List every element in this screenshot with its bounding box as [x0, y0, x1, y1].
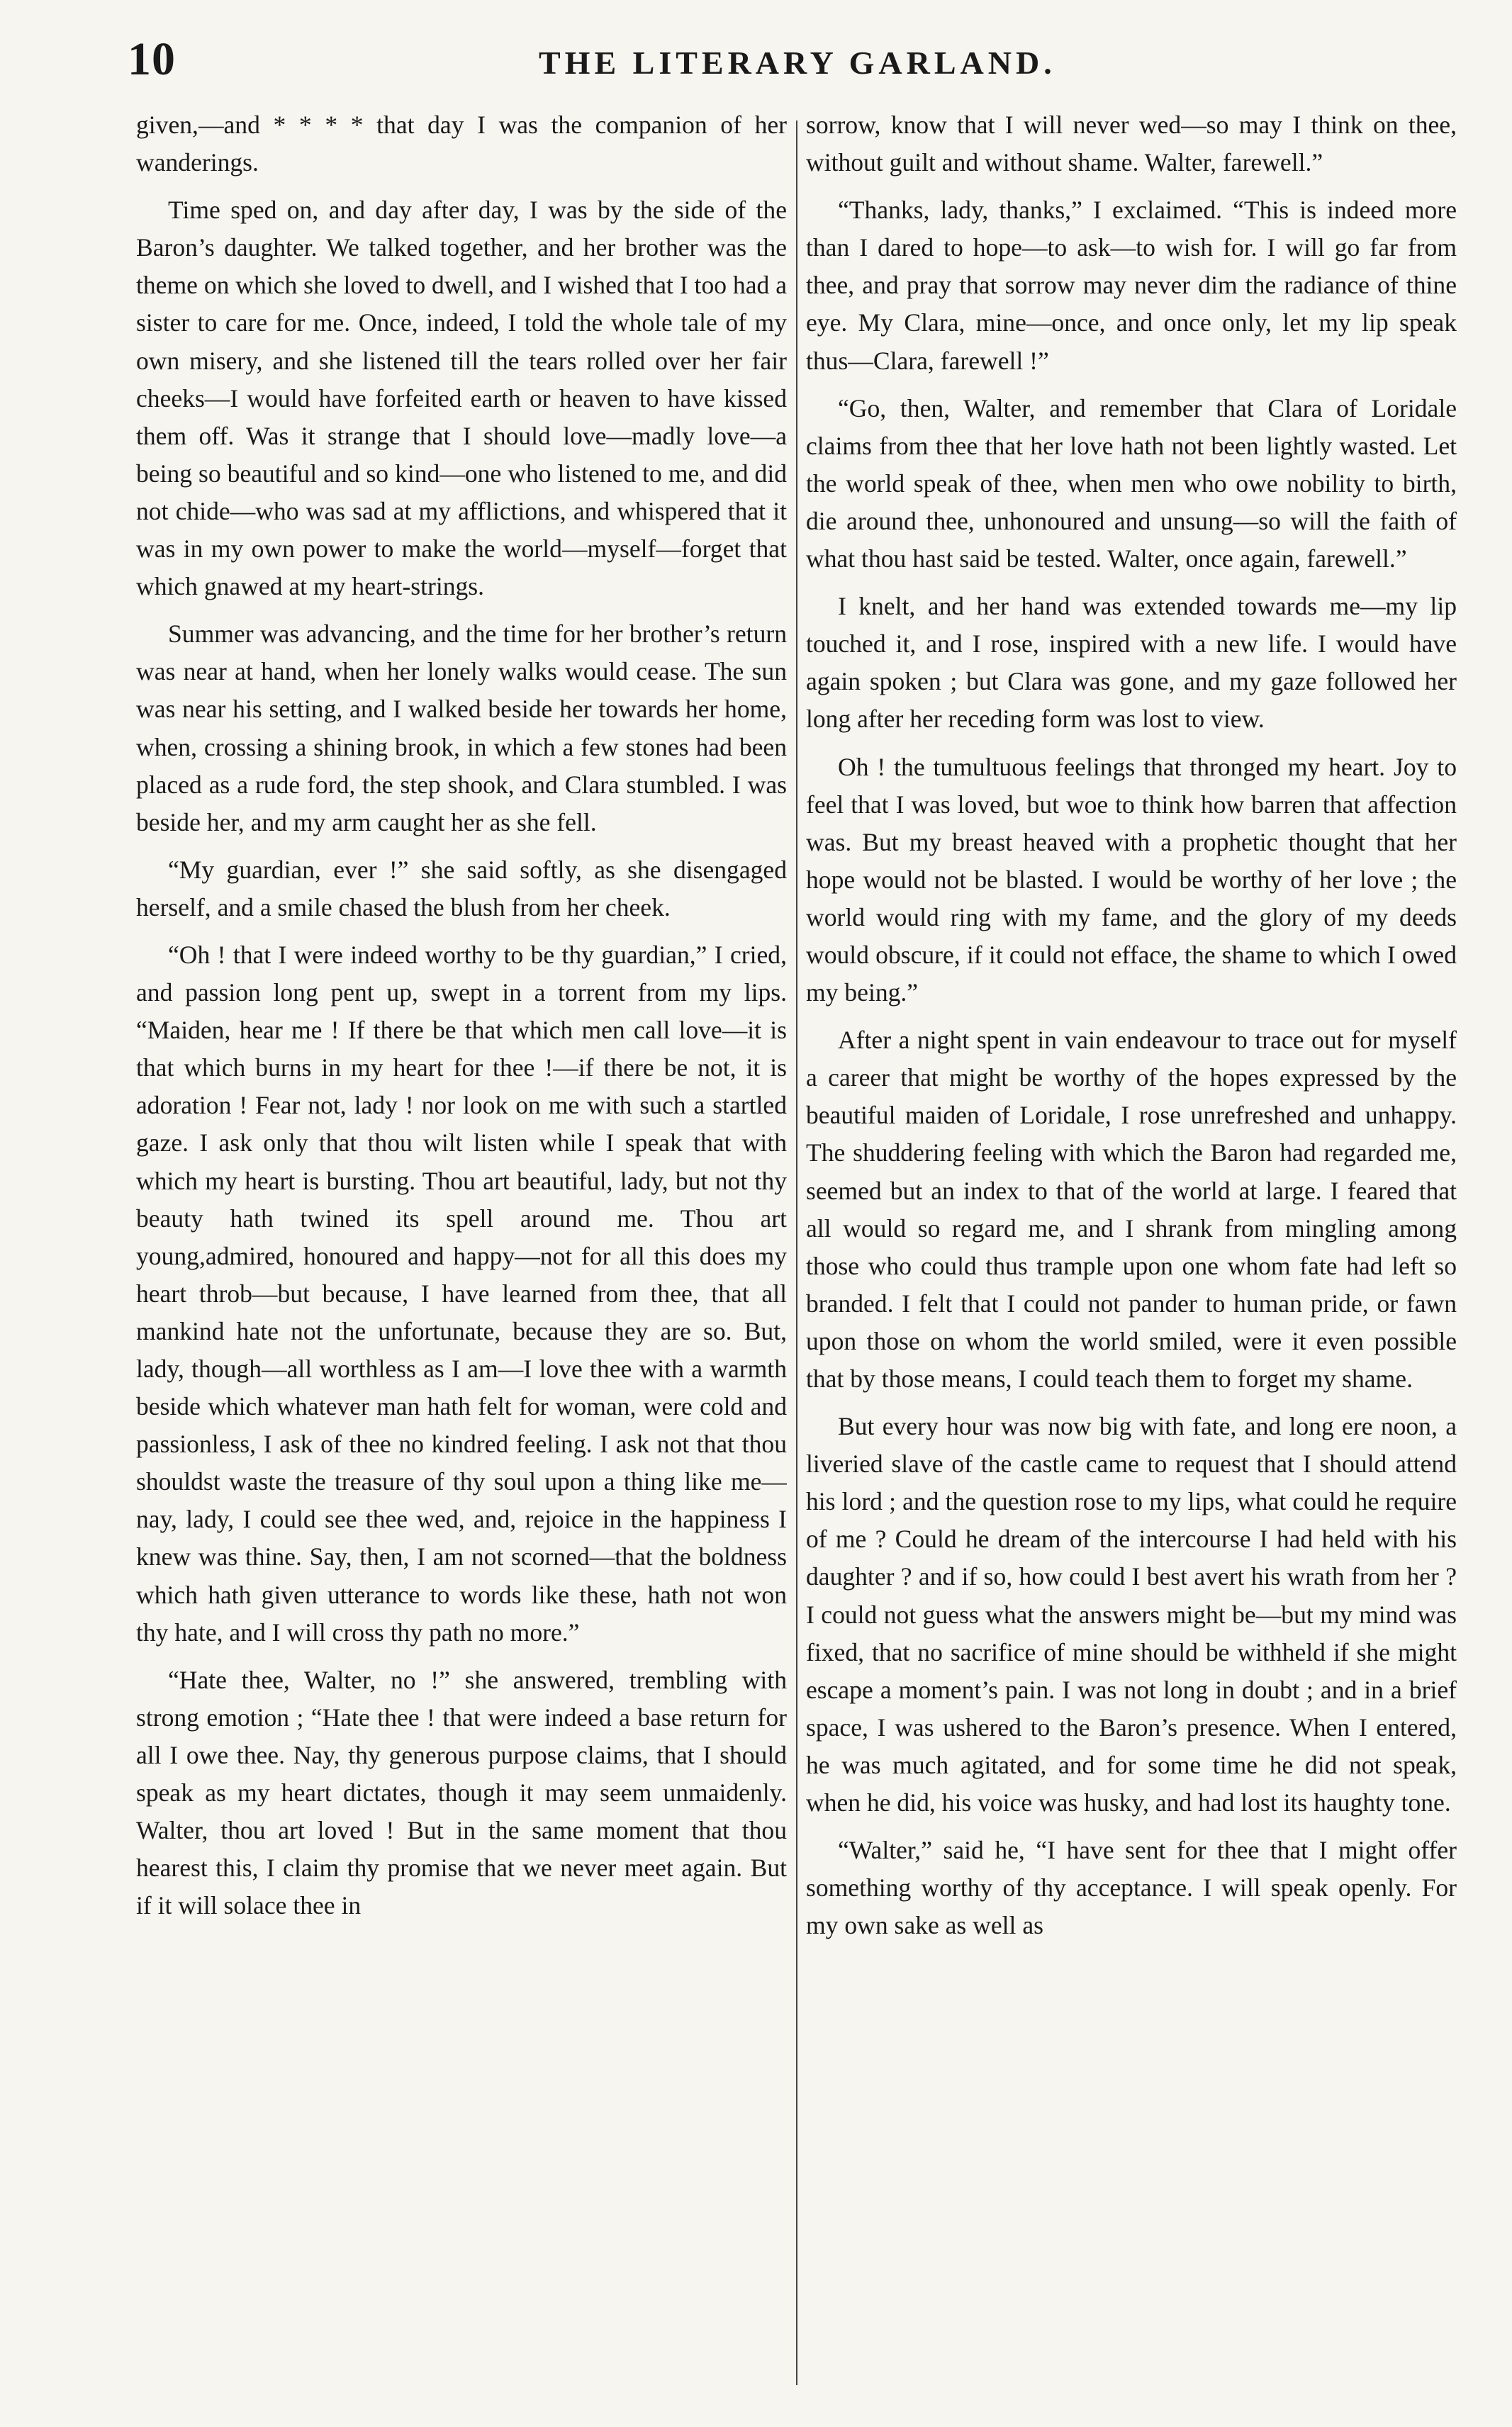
- paragraph: sorrow, know that I will never wed—so may I think on thee, without guilt and without shame. Walter, farewell.”: [806, 111, 1457, 177]
- right-column: [806, 106, 1457, 2375]
- page-header: [128, 27, 1474, 91]
- paragraph: “Go, then, Walter, and remember that Clara of Loridale claims from thee that her love hath not been lightly wasted. Let the world speak of thee, when men who owe nobility to birth, die around thee, unhonoured and unsung—so will the faith of what thou hast said be tested. Walter, once again, farewell.”: [806, 393, 1457, 573]
- paragraph: “My guardian, ever !” she said softly, as she disengaged herself, and a smile chased the blush from her cheek.: [136, 855, 787, 921]
- page-number: 10: [128, 33, 176, 85]
- paragraph: I knelt, and her hand was extended towards me—my lip touched it, and I rose, inspired with a new life. I would have again spoken ; but Clara was gone, and my gaze followed her long after her receding form was lost to view.: [806, 592, 1457, 734]
- paragraph: Summer was advancing, and the time for her brother’s return was near at hand, when her lonely walks would cease. The sun was near his setting, and I walked beside her towards her home, when, crossing a shining brook, in which a few stones had been placed as a rude ford, the step shook, and Clara stumbled. I was beside her, and my arm caught her as she fell.: [136, 620, 787, 836]
- paragraph: After a night spent in vain endeavour to trace out for myself a career that might be worthy of the hopes expressed by the beautiful maiden of Loridale, I rose unrefreshed and unhappy. The shuddering feeling with which the Baron had regarded me, seemed but an index to that of the world at large. I feared that all would so regard me, and I shrank from mingling among those who could thus trample upon one whom fate had left so branded. I felt that I could not pander to human pride, or fawn upon those on whom the world smiled, were it even possible that by those means, I could teach them to forget my shame.: [806, 1026, 1457, 1393]
- text-columns: [136, 106, 1462, 2375]
- paragraph: “Oh ! that I were indeed worthy to be thy guardian,” I cried, and passion long pent up, swept in a torrent from my lips. “Maiden, hear me ! If there be that which men call love—it is that which burns in my heart for thee !—if there be not, it is adoration ! Fear not, lady ! nor look on me with such a startled gaze. I ask only that thou wilt listen while I speak that with which my heart is bursting. Thou art beautiful, lady, but not thy beauty hath twined its spell around me. Thou art young,admired, honoured and happy—not for all this does my heart throb—but because, I have learned from thee, that all mankind hate not the unfortunate, because they are so. But, lady, though—all worthless as I am—I love thee with a warmth beside which whatever man hath felt for woman, were cold and passionless, I ask of thee no kindred feeling. I ask not that thou shouldst waste the treasure of thy soul upon a thing like me—nay, lady, I could see thee wed, and, rejoice in the happiness I knew was thine. Say, then, I am not scorned—that the boldness which hath given utterance to words like these, hath not won thy hate, and I will cross thy path no more.”: [136, 940, 787, 1647]
- paragraph: Time sped on, and day after day, I was by the side of the Baron’s daughter. We talked together, and her brother was the theme on which she loved to dwell, and I wished that I too had a sister to care for me. Once, indeed, I told the whole tale of my own misery, and she listened till the tears rolled over her fair cheeks—I would have forfeited earth or heaven to have kissed them off. Was it strange that I should love—madly love—a being so beautiful and so kind—one who listened to me, and did not chide—who was sad at my afflictions, and whispered that it was in my own power to make the world—myself—forget that which gnawed at my heart-strings.: [136, 196, 787, 601]
- paragraph: Oh ! the tumultuous feelings that thronged my heart. Joy to feel that I was loved, but woe to think how barren that affection was. But my breast heaved with a prophetic thought that her hope would not be blasted. I would be worthy of her love ; the world would ring with my fame, and the glory of my deeds would obscure, if it could not efface, the shame to which I owed my being.”: [806, 752, 1457, 1007]
- running-title: THE LITERARY GARLAND.: [539, 45, 1056, 81]
- paragraph: “Thanks, lady, thanks,” I exclaimed. “This is indeed more than I dared to hope—to ask—to wish for. I will go far from thee, and pray that sorrow may never dim the radiance of thine eye. My Clara, mine—once, and once only, let my lip speak thus—Clara, farewell !”: [806, 196, 1457, 375]
- paragraph: given,—and * * * * that day I was the companion of her wanderings.: [136, 111, 787, 177]
- paragraph: “Hate thee, Walter, no !” she answered, trembling with strong emotion ; “Hate thee ! that were indeed a base return for all I owe thee. Nay, thy generous purpose claims, that I should speak as my heart dictates, though it may seem unmaidenly. Walter, thou art loved ! But in the same moment that thou hearest this, I claim thy promise that we never meet again. But if it will solace thee in: [136, 1665, 787, 1920]
- left-column: [136, 106, 787, 2375]
- paragraph: But every hour was now big with fate, and long ere noon, a liveried slave of the castle came to request that I should attend his lord ; and the question rose to my lips, what could he require of me ? Could he dream of the intercourse I had held with his daughter ? and if so, how could I best avert his wrath from her ? I could not guess what the answers might be—but my mind was fixed, that no sacrifice of mine should be withheld if she might escape a moment’s pain. I was not long in doubt ; and in a brief space, I was ushered to the Baron’s presence. When I entered, he was much agitated, and for some time he did not speak, when he did, his voice was husky, and had lost its haughty tone.: [806, 1412, 1457, 1817]
- column-divider: [796, 120, 797, 2385]
- paragraph: “Walter,” said he, “I have sent for thee that I might offer something worthy of thy acceptance. I will speak openly. For my own sake as well as: [806, 1836, 1457, 1940]
